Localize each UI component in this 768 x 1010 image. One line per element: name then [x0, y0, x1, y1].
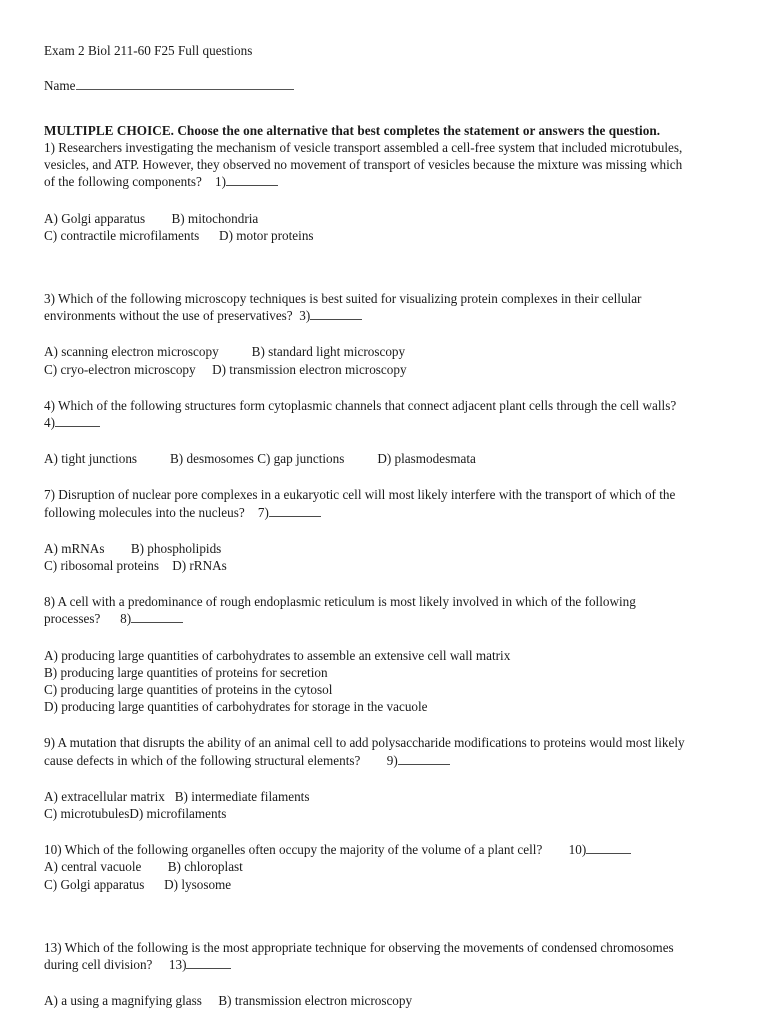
question-10-option-row-2[interactable]: C) Golgi apparatus D) lysosome	[44, 876, 232, 892]
question-8-option-row-3[interactable]: C) producing large quantities of proteins in the cytosol	[44, 682, 333, 698]
question-1-stem-line-1: 1) Researchers investigating the mechanism of vesicle transport assembled a cell-free system that included microtubules,	[44, 140, 683, 155]
question-7-answer-blank[interactable]	[269, 507, 321, 516]
name-label: Name	[44, 78, 76, 93]
question-7-stem-line-1: 7) Disruption of nuclear pore complexes in a eukaryotic cell will most likely interfere with the transport of which of the	[44, 487, 676, 503]
spacer	[44, 822, 730, 841]
spacer	[44, 324, 730, 343]
spacer	[44, 431, 730, 450]
question-4-options	[44, 450, 730, 467]
question-9-stem-line-2	[44, 752, 730, 769]
question-1-stem-line-2: vesicles, and ATP. However, they observed no movement of transport of vesicles because the mixture was missing which	[44, 157, 683, 173]
spacer	[44, 574, 730, 593]
question-4-stem-line-2	[44, 414, 730, 431]
spacer	[44, 715, 730, 734]
question-13-stem-line-2-text: during cell division? 13)	[44, 957, 187, 973]
question-block-7	[44, 486, 730, 574]
spacer	[44, 378, 730, 397]
question-1-stem-line-3	[44, 173, 730, 190]
question-3-stem-line-2	[44, 307, 730, 324]
question-10-options	[44, 858, 730, 892]
question-7-stem-line-2-text: following molecules into the nucleus? 7)	[44, 504, 269, 520]
question-3-options	[44, 343, 730, 377]
question-block-1	[44, 139, 730, 244]
question-8-answer-blank[interactable]	[131, 614, 183, 623]
question-3-stem-line-1: 3) Which of the following microscopy techniques is best suited for visualizing protein complexes in their cellular	[44, 291, 642, 307]
question-block-4	[44, 397, 730, 468]
question-7-options	[44, 540, 730, 574]
spacer	[44, 191, 730, 210]
question-block-13	[44, 939, 730, 1010]
name-write-in-rule[interactable]	[76, 80, 294, 90]
question-1-option-row-1[interactable]: A) Golgi apparatus B) mitochondria	[44, 210, 259, 226]
question-block-10	[44, 841, 730, 893]
spacer	[44, 769, 730, 788]
question-13-options	[44, 992, 730, 1009]
spacer	[44, 521, 730, 540]
spacer	[44, 467, 730, 486]
question-10-stem-line-1-text: 10) Which of the following organelles often occupy the majority of the volume of a plant cell? 10)	[44, 842, 587, 858]
question-9-stem-line-2-text: cause defects in which of the following structural elements? 9)	[44, 752, 398, 768]
spacer	[44, 244, 730, 290]
question-10-stem-line-1	[44, 841, 730, 858]
multiple-choice-instructions: MULTIPLE CHOICE. Choose the one alternative that best completes the statement or answers the question.	[44, 123, 661, 138]
question-7-stem-line-2	[44, 504, 730, 521]
question-13-stem-line-2	[44, 956, 730, 973]
question-1-answer-blank[interactable]	[226, 177, 278, 186]
question-3-option-row-2[interactable]: C) cryo-electron microscopy D) transmission electron microscopy	[44, 361, 407, 377]
question-3-option-row-1[interactable]: A) scanning electron microscopy B) standard light microscopy	[44, 344, 406, 360]
question-8-option-row-1[interactable]: A) producing large quantities of carbohydrates to assemble an extensive cell wall matrix	[44, 647, 511, 663]
question-13-option-row-1[interactable]: A) a using a magnifying glass B) transmission electron microscopy	[44, 993, 413, 1009]
question-block-9	[44, 734, 730, 822]
question-block-3	[44, 290, 730, 378]
name-field-row	[44, 77, 730, 94]
question-8-stem-line-1: 8) A cell with a predominance of rough endoplasmic reticulum is most likely involved in which of the following	[44, 594, 636, 610]
question-8-option-row-4[interactable]: D) producing large quantities of carbohydrates for storage in the vacuole	[44, 699, 428, 715]
question-1-option-row-2[interactable]: C) contractile microfilaments D) motor proteins	[44, 227, 314, 243]
question-9-option-row-1[interactable]: A) extracellular matrix B) intermediate filaments	[44, 788, 310, 804]
question-4-option-row-1[interactable]: A) tight junctions B) desmosomes C) gap junctions D) plasmodesmata	[44, 451, 476, 467]
question-13-answer-blank[interactable]	[186, 960, 231, 969]
question-13-stem-line-1: 13) Which of the following is the most appropriate technique for observing the movements of condensed chromosomes	[44, 939, 674, 955]
question-4-stem-line-1: 4) Which of the following structures form cytoplasmic channels that connect adjacent plant cells through the cell walls?	[44, 397, 677, 413]
spacer	[44, 628, 730, 647]
question-9-options	[44, 788, 730, 822]
question-9-stem-line-1: 9) A mutation that disrupts the ability of an animal cell to add polysaccharide modifications to proteins would most likely	[44, 735, 685, 751]
question-8-option-row-2[interactable]: B) producing large quantities of proteins for secretion	[44, 664, 328, 680]
question-4-answer-blank[interactable]	[55, 418, 100, 427]
question-3-stem-line-2-text: environments without the use of preservatives? 3)	[44, 308, 311, 324]
question-3-answer-blank[interactable]	[310, 311, 362, 320]
spacer	[44, 893, 730, 939]
question-9-answer-blank[interactable]	[398, 756, 450, 765]
document-header-title: Exam 2 Biol 211-60 F25 Full questions	[44, 43, 253, 58]
question-8-stem-line-2-text: processes? 8)	[44, 611, 132, 627]
question-1-stem-line-3-text: of the following components? 1)	[44, 174, 227, 190]
question-9-option-row-2[interactable]: C) microtubulesD) microfilaments	[44, 806, 227, 822]
question-10-option-row-1[interactable]: A) central vacuole B) chloroplast	[44, 859, 243, 875]
question-1-options	[44, 210, 730, 244]
question-8-stem-line-2	[44, 610, 730, 627]
spacer	[44, 973, 730, 992]
question-7-option-row-2[interactable]: C) ribosomal proteins D) rRNAs	[44, 558, 227, 574]
question-10-answer-blank[interactable]	[586, 845, 631, 854]
question-4-stem-line-2-text: 4)	[44, 415, 55, 431]
question-7-option-row-1[interactable]: A) mRNAs B) phospholipids	[44, 540, 222, 556]
question-block-8	[44, 593, 730, 715]
question-8-options	[44, 647, 730, 716]
